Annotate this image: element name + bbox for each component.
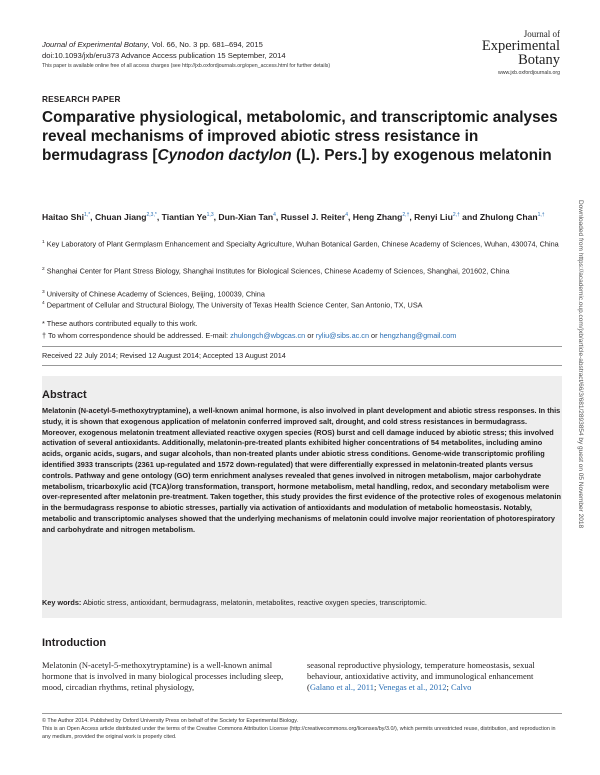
logo-line-1: Journal of: [523, 29, 560, 39]
keywords-label: Key words:: [42, 598, 82, 607]
affiliation: $^2$ Shanghai Center for Plant Stress Biology, Shanghai Institutes for Biological Sciences, Chinese Academy of Sciences, Shanghai, 201602, China: [42, 266, 510, 276]
paper-title: [42, 108, 562, 165]
email-link[interactable]: ryliu@sibs.ac.cn: [315, 331, 370, 340]
intro-left-column: Melatonin (N-acetyl-5-methoxytryptamine) is a well-known animal hormone that is involved in many biological processes including sleep, mood, circadian rhythms, retinal physiology,: [42, 660, 284, 692]
copyright-line: © The Author 2014. Published by Oxford University Press on behalf of the Society for Experimental Biology.: [42, 718, 299, 724]
author: Heng Zhang$^{2,\dagger}$,: [352, 211, 415, 222]
divider: [42, 346, 562, 347]
author: Chuan Jiang$^{2,3,*}$,: [94, 211, 162, 222]
logo-url: www.jxb.oxfordjournals.org: [498, 70, 560, 76]
logo-line-3: Botany: [518, 52, 560, 68]
email-link[interactable]: hengzhang@gmail.com: [379, 331, 457, 340]
author-list: [42, 209, 562, 224]
abstract-text: Melatonin (N-acetyl-5-methoxytryptamine), a well-known animal hormone, is also involved in plant development and abiotic stress responses. In this study, it is shown that exogenous application of melatonin conferred improved salt, drought, and cold stress resistances in bermudagrass. Moreover, exogenous melatonin treatment alleviated reactive oxygen species (ROS) burst and cell damage induced by abiotic stress; this involved activation of several antioxidants. Additionally, melatonin-pre-treated plants exhibited higher concentrations of 54 metabolites, including amino acids, organic acids, sugars, and sugar alcohols, than non-treated plants under abiotic stress conditions. Genome-wide transcriptomic profiling identified 3933 transcripts (2361 up-regulated and 1572 down-regulated) that were differentially expressed in melatonin-treated plants versus controls. Pathway and gene ontology (GO) term enrichment analyses revealed that genes involved in nitrogen metabolism, major carbohydrate metabolism, tricarboxylic acid (TCA)/org transformation, transport, hormone metabolism, metal handling, redox, and secondary metabolism were over-represented after melatonin pre-treatment. Taken together, this study provides the first evidence of the protective roles of exogenous melatonin in the bermudagrass response to abiotic stresses, partially via activation of antioxidants and modulation of metabolic homeostasis. Notably, metabolic and transcriptomic analyses showed that the underlying mechanisms of melatonin could involve major reorientation of photorespiratory and carbohydrate and nitrogen metabolism.: [42, 406, 561, 534]
citation-link[interactable]: Calvo: [451, 682, 472, 692]
journal-citation: [42, 40, 263, 50]
logo-line-2: Experimental: [481, 38, 560, 54]
citation-link[interactable]: Galano et al., 2011: [309, 682, 374, 692]
divider: [42, 365, 562, 366]
introduction-heading: Introduction: [42, 637, 107, 649]
title-species: Cynodon dactylon: [157, 147, 292, 164]
author: Renyi Liu$^{2,\dagger}$ and: [414, 211, 480, 222]
keywords-line: [42, 598, 562, 607]
abstract-heading: Abstract: [42, 389, 87, 401]
affiliation: $^3$ University of Chinese Academy of Sciences, Beijing, 100039, China: [42, 289, 265, 299]
title-part-2: (L). Pers.] by exogenous melatonin: [291, 147, 552, 164]
journal-volume: , Vol. 66, No. 3 pp. 681–694, 2015: [147, 40, 263, 49]
author: Tiantian Ye$^{1,3}$,: [161, 211, 219, 222]
download-note: Downloaded from https://academic.oup.com/jxb/article-abstract/66/3/681/2893854 by guest on 05 November 2018: [577, 200, 584, 529]
journal-logo: [462, 29, 560, 91]
author: Dun-Xian Tan$^4$,: [218, 211, 281, 222]
license-footer: [42, 717, 562, 741]
affiliation: $^1$ Key Laboratory of Plant Germplasm Enhancement and Specialty Agriculture, Wuhan Botanical Garden, Chinese Academy of Sciences, Wuhan, 430074, China: [42, 239, 559, 249]
author: Haitao Shi$^{1,*}$,: [42, 211, 95, 222]
correspondence-note: † To whom correspondence should be addressed. E-mail: zhulongch@wbgcas.cn or ryliu@sibs.ac.cn or hengzhang@gmail.com: [42, 331, 457, 340]
doi-line: doi:10.1093/jxb/eru373 Advance Access publication 15 September, 2014: [42, 51, 286, 60]
intro-right-column: seasonal reproductive physiology, temperature homeostasis, sexual behaviour, antioxidative activity, and immunological enhancement (Galano et al., 2011; Venegas et al., 2012; Calvo: [307, 660, 535, 692]
keywords-text: Abiotic stress, antioxidant, bermudagrass, melatonin, metabolites, reactive oxygen species, transcriptomic.: [82, 598, 427, 607]
open-access-note: This paper is available online free of all access charges (see http://jxb.oxfordjournals.org/open_access.html for further details): [42, 63, 331, 69]
download-sidebar: [577, 200, 587, 620]
email-link[interactable]: zhulongch@wbgcas.cn: [230, 331, 306, 340]
title-part-1: Comparative physiological, metabolomic, and transcriptomic analyses reveal mechanisms of improved abiotic stress resistance in bermudagrass [: [42, 109, 558, 164]
license-line: This is an Open Access article distributed under the terms of the Creative Commons Attribution License (http://creativecommons.org/licenses/by/3.0/), which permits unrestricted reuse, distribution, and reproduction in any medium, provided the original work is properly cited.: [42, 726, 556, 740]
journal-name: Journal of Experimental Botany: [42, 40, 148, 49]
section-label: RESEARCH PAPER: [42, 95, 121, 104]
citation-link[interactable]: Venegas et al., 2012: [378, 682, 447, 692]
affiliation: $^4$ Department of Cellular and Structural Biology, The University of Texas Health Science Center, San Antonio, TX, USA: [42, 300, 423, 310]
equal-contribution-note: * These authors contributed equally to this work.: [42, 319, 198, 328]
divider: [42, 713, 562, 714]
dates-line: Received 22 July 2014; Revised 12 August 2014; Accepted 13 August 2014: [42, 351, 286, 360]
author: Zhulong Chan$^{1,\dagger}$: [479, 211, 545, 222]
author: Russel J. Reiter$^4$,: [280, 211, 353, 222]
